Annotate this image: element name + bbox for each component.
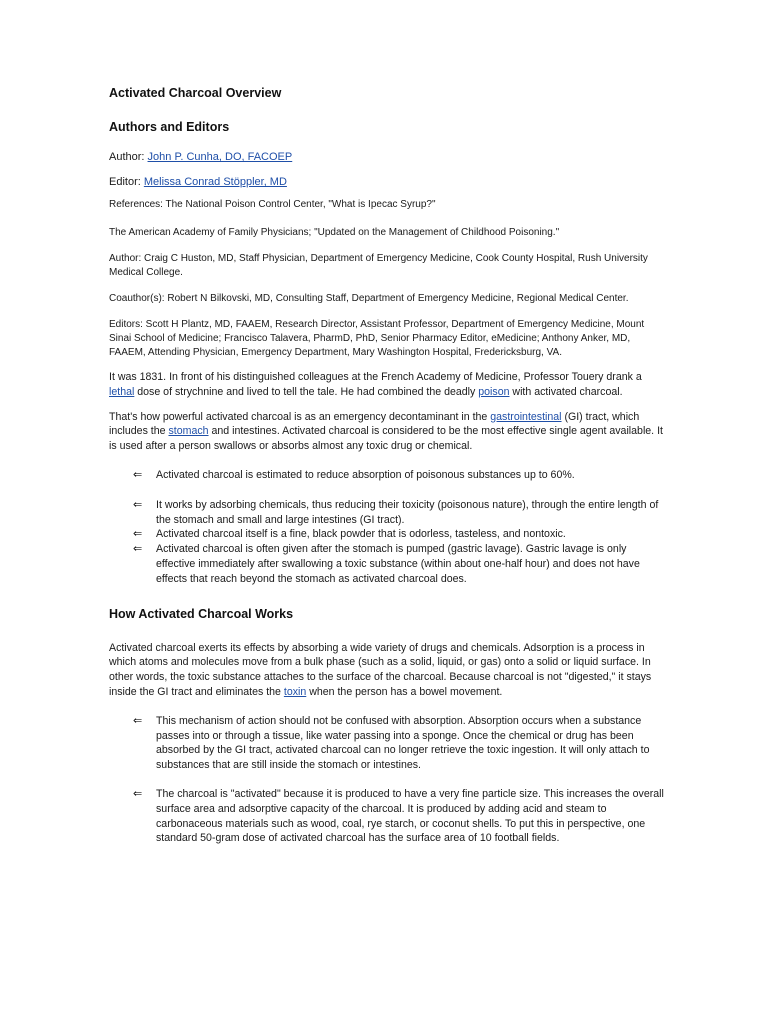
author-link[interactable]: John P. Cunha, DO, FACOEP: [147, 151, 293, 163]
works-text-1: Activated charcoal exerts its effects by absorbing a wide variety of drugs and chemicals. Adsorption is a process in which atoms and molecules move from a bulk phase (such as a solid, liquid, or gas) onto a solid or liquid surface. In other words, the toxic substance attaches to the surface of the charcoal. Because charcoal is not "digested," it stays inside the GI tract and eliminates the: [109, 641, 652, 698]
editors-line: Editors: Scott H Plantz, MD, FAAEM, Research Director, Assistant Professor, Department of Emergency Medicine, Mount Sinai School of Medicine; Francisco Talavera, PharmD, PhD, Senior Pharmacy Editor, eMedicine; Anthony Anker, MD, FAAEM, Attending Physician, Emergency Department, Mary Washington Hospital, Fredericksburg, VA.: [109, 319, 645, 358]
editor-line: [109, 175, 664, 190]
gastrointestinal-link[interactable]: gastrointestinal: [490, 410, 562, 423]
list-item: [109, 527, 664, 542]
list-item-text: Activated charcoal is often given after the stomach is pumped (gastric lavage). Gastric lavage is only effective immediately after swallowing a toxic substance (within about one-half hour) and does not have effects that reach beyond the stomach as activated charcoal does.: [156, 543, 640, 585]
list-item: [109, 787, 664, 846]
arrow-bullet-icon: ⇐: [133, 498, 143, 511]
intro2-text-3: and intestines. Activated charcoal is considered to be the most effective single agent available. It is used after a person swallows or absorbs almost any toxic drug or chemical.: [109, 425, 663, 453]
author2-line: Author: Craig C Huston, MD, Staff Physician, Department of Emergency Medicine, Cook County Hospital, Rush University Medical College.: [109, 253, 648, 278]
author-line: [109, 150, 664, 165]
list-item-text: Activated charcoal itself is a fine, black powder that is odorless, tasteless, and nontoxic.: [156, 528, 566, 541]
references-line: References: The National Poison Control Center, "What is Ipecac Syrup?": [109, 199, 436, 210]
facts-list: [109, 468, 664, 587]
academy-line: The American Academy of Family Physicians; "Updated on the Management of Childhood Poisoning.": [109, 227, 560, 238]
list-item: [109, 498, 664, 528]
arrow-bullet-icon: ⇐: [133, 714, 143, 727]
intro-paragraph-1: [109, 370, 664, 400]
list-item: [109, 542, 664, 586]
intro2-text-1: That's how powerful activated charcoal is as an emergency decontaminant in the: [109, 410, 491, 423]
document-content: [109, 84, 664, 858]
list-item: [109, 468, 664, 483]
list-item-text: Activated charcoal is estimated to reduce absorption of poisonous substances up to 60%.: [156, 468, 575, 481]
author-label: Author:: [109, 151, 148, 163]
arrow-bullet-icon: ⇐: [133, 787, 143, 800]
works-text-2: when the person has a bowel movement.: [306, 685, 503, 698]
poison-link[interactable]: poison: [478, 385, 510, 398]
intro2-text-2: (GI) tract, which includes the: [109, 410, 640, 438]
list-item-text: This mechanism of action should not be confused with absorption. Absorption occurs when a substance passes into or through a tissue, like water passing into a sponge. Once the chemical or drug has been absorbed by the GI tract, activated charcoal can no longer retrieve the toxic ingestion. It will only attach to substances that are still inside the stomach or intestines.: [156, 714, 650, 772]
works-paragraph: [109, 641, 664, 700]
intro-paragraph-2: [109, 410, 664, 454]
arrow-bullet-icon: ⇐: [133, 528, 143, 541]
arrow-bullet-icon: ⇐: [133, 468, 143, 481]
intro1-text-2: dose of strychnine and lived to tell the tale. He had combined the deadly: [134, 385, 479, 398]
lethal-link[interactable]: lethal: [109, 385, 135, 398]
editor-link[interactable]: Melissa Conrad Stöppler, MD: [143, 176, 287, 188]
list-item: [109, 714, 664, 773]
stomach-link[interactable]: stomach: [168, 425, 209, 438]
coauthors-line: Coauthor(s): Robert N Bilkovski, MD, Consulting Staff, Department of Emergency Medicine, Regional Medical Center.: [109, 293, 629, 304]
list-item-text: It works by adsorbing chemicals, thus reducing their toxicity (poisonous nature), through the entire length of the stomach and small and large intestines (GI tract).: [156, 498, 659, 526]
works-heading: How Activated Charcoal Works: [109, 606, 294, 621]
editor-label: Editor:: [109, 176, 144, 188]
toxin-link[interactable]: toxin: [283, 685, 307, 698]
page-title: Activated Charcoal Overview: [109, 86, 282, 100]
intro1-text-1: It was 1831. In front of his distinguished colleagues at the French Academy of Medicine, Professor Touery drank a: [109, 371, 642, 383]
arrow-bullet-icon: ⇐: [133, 543, 143, 556]
authors-heading: Authors and Editors: [109, 120, 230, 134]
list-item-text: The charcoal is "activated" because it is produced to have a very fine particle size. This increases the overall surface area and adsorptive capacity of the charcoal. It is produced by adding acid and steam to carbonaceous materials such as wood, coal, rye starch, or coconut shells. To put this in perspective, one standard 50-gram dose of activated charcoal has the surface area of 10 football fields.: [156, 787, 664, 845]
intro1-text-3: with activated charcoal.: [509, 385, 623, 398]
mechanism-list: [109, 714, 664, 846]
